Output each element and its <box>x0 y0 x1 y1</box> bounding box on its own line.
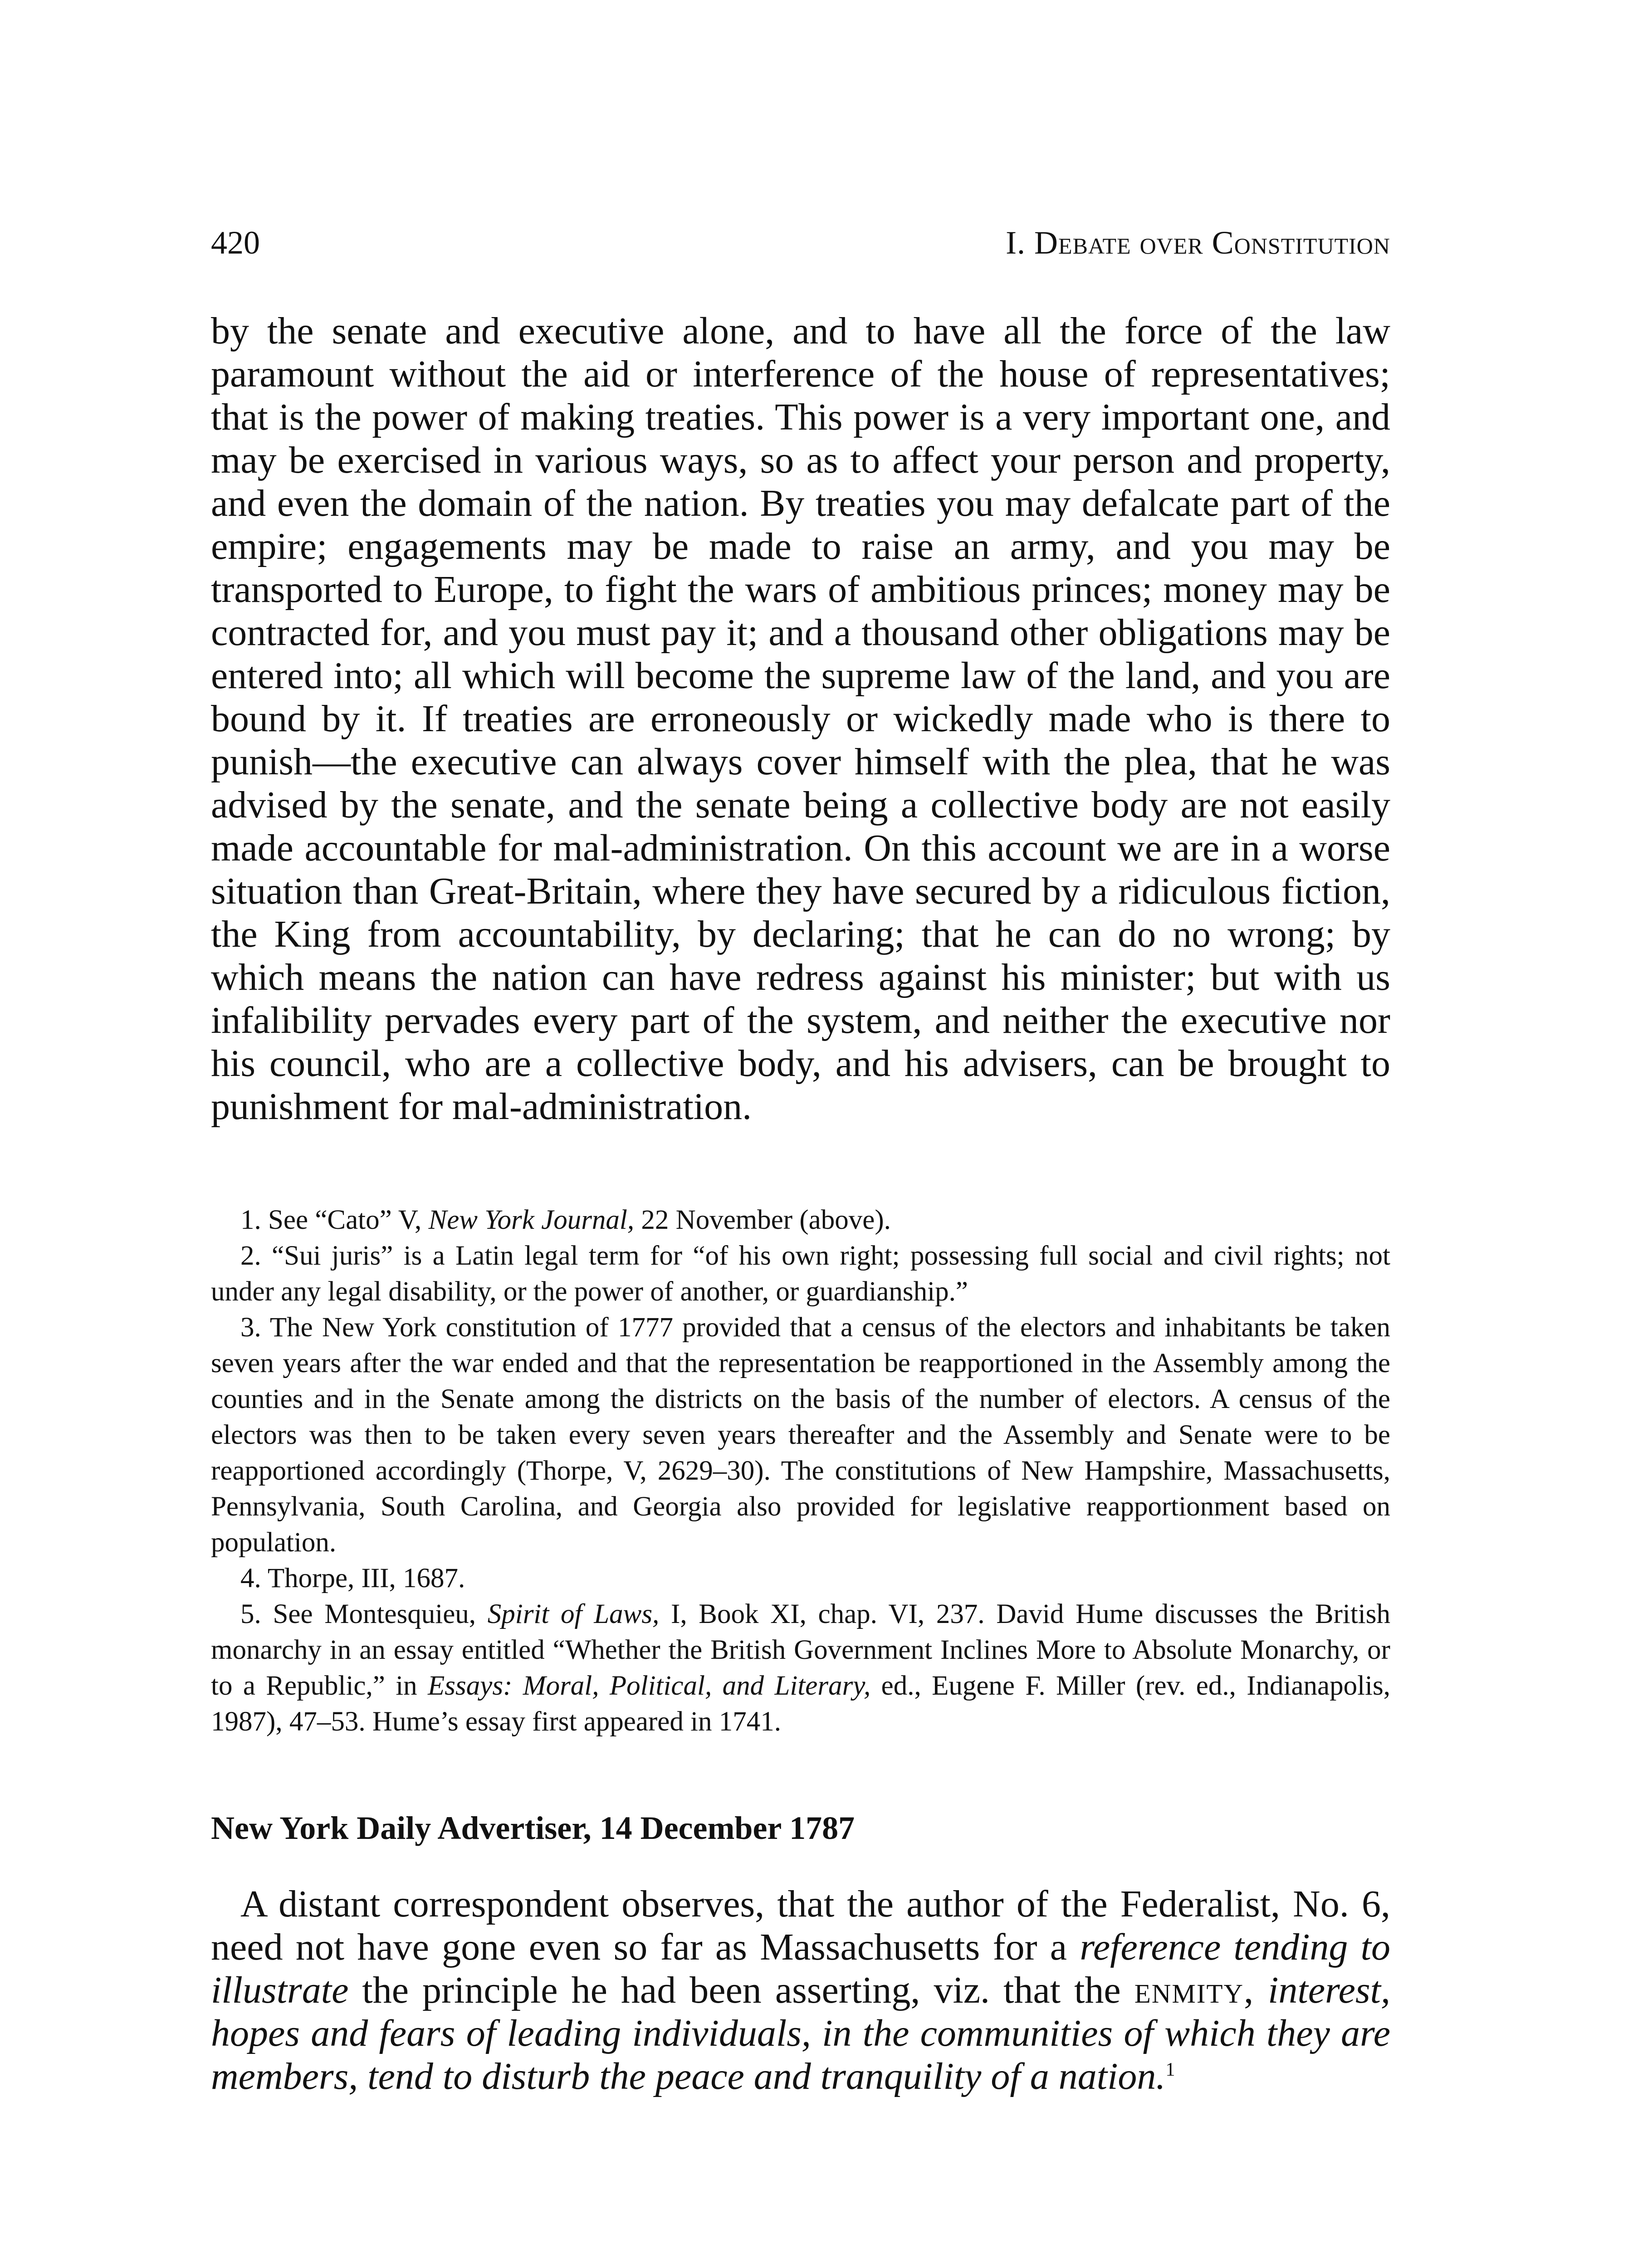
footnotes <box>211 1202 1390 1740</box>
article-italic-quote: interest, hopes and fears of leading individuals, in the communities of which they are members, tend to disturb the peace and tranquility of a nation. <box>211 1969 1390 2097</box>
footnote-5-suffix: ed., Eugene F. Miller (rev. ed., Indianapolis, 1987), 47–53. Hume’s essay first appeared in 1741. <box>211 1671 1390 1737</box>
footnote-5-text: 5. See Montesquieu, <box>240 1599 488 1629</box>
footnote-3: 3. The New York constitution of 1777 provided that a census of the electors and inhabitants be taken seven years after the war ended and that the representation be reapportioned in the Assembly among the counties and in the Senate among the districts on the basis of the number of electors. A census of the electors was then to be taken every seven years thereafter and the Assembly and Senate were to be reapportioned accordingly (Thorpe, V, 2629–30). The constitutions of New Hampshire, Massachusetts, Pennsylvania, South Carolina, and Georgia also provided for legislative reapportionment based on population. <box>211 1312 1390 1558</box>
page-number: 420 <box>211 225 260 261</box>
footnote-2: 2. “Sui juris” is a Latin legal term for “of his own right; possessing full social and civil rights; not under any legal disability, or the power of another, or guardianship.” <box>211 1241 1390 1307</box>
footnote-1-italic: New York Journal, <box>428 1205 635 1235</box>
footnote-5-italic-essays: Essays: Moral, Political, and Literary, <box>428 1671 871 1701</box>
article-paragraph <box>211 1882 1390 2098</box>
footnote-1 <box>211 1202 1390 1238</box>
article-italic-reference: reference tending to illustrate <box>211 1926 1390 2011</box>
article-text <box>211 1882 1390 2098</box>
footnote-4: 4. Thorpe, III, 1687. <box>240 1563 465 1593</box>
body-paragraph: by the senate and executive alone, and to have all the force of the law paramount without the aid or interference of the house of representatives; that is the power of making treaties. This power is a very important one, and may be exercised in various ways, so as to affect your person and property, and even the domain of the nation. By treaties you may defalcate part of the empire; engagements may be made to raise an army, and you may be transported to Europe, to fight the wars of ambitious princes; money may be contracted for, and you must pay it; and a thousand other obligations may be entered into; all which will become the supreme law of the land, and you are bound by it. If treaties are erroneously or wickedly made who is there to punish—the executive can always cover himself with the plea, that he was advised by the senate, and the senate being a collective body are not easily made accountable for mal-administration. On this account we are in a worse situation than Great-Britain, where they have secured by a ridiculous fiction, the King from accountability, by declaring; that he can do no wrong; by which means the nation can have redress against his minister; but with us infalibility pervades every part of the system, and neither the executive nor his council, who are a collective body, and his advisers, can be brought to punishment for mal-administration. <box>211 310 1390 1128</box>
footnote-reference: 1 <box>1165 2059 1175 2080</box>
footnote-5 <box>211 1596 1390 1740</box>
footnote-5-italic-title: Spirit of Laws, <box>487 1599 660 1629</box>
main-text <box>211 309 1390 1128</box>
running-head: I. Debate over Constitution <box>1006 225 1390 261</box>
section-heading: New York Daily Advertiser, 14 December 1787 <box>211 1810 855 1846</box>
article-smallcaps-enmity: enmity, <box>1134 1969 1255 2011</box>
page-header <box>211 222 1390 263</box>
footnote-1-suffix: 22 November (above). <box>634 1205 891 1235</box>
footnote-5-middle: I, Book XI, chap. VI, 237. David Hume discusses the British monarchy in an essay entitled “Whether the British Government Inclines More to Absolute Monarchy, or to a Republic,” in <box>211 1599 1390 1701</box>
article-text-part-1: A distant correspondent observes, that the author of the Federalist, No. 6, need not have gone even so far as Massachusetts for a <box>211 1883 1390 1968</box>
footnote-1-text: 1. See “Cato” V, <box>240 1205 429 1235</box>
article-text-part-2: the principle he had been asserting, viz. that the <box>348 1969 1134 2011</box>
